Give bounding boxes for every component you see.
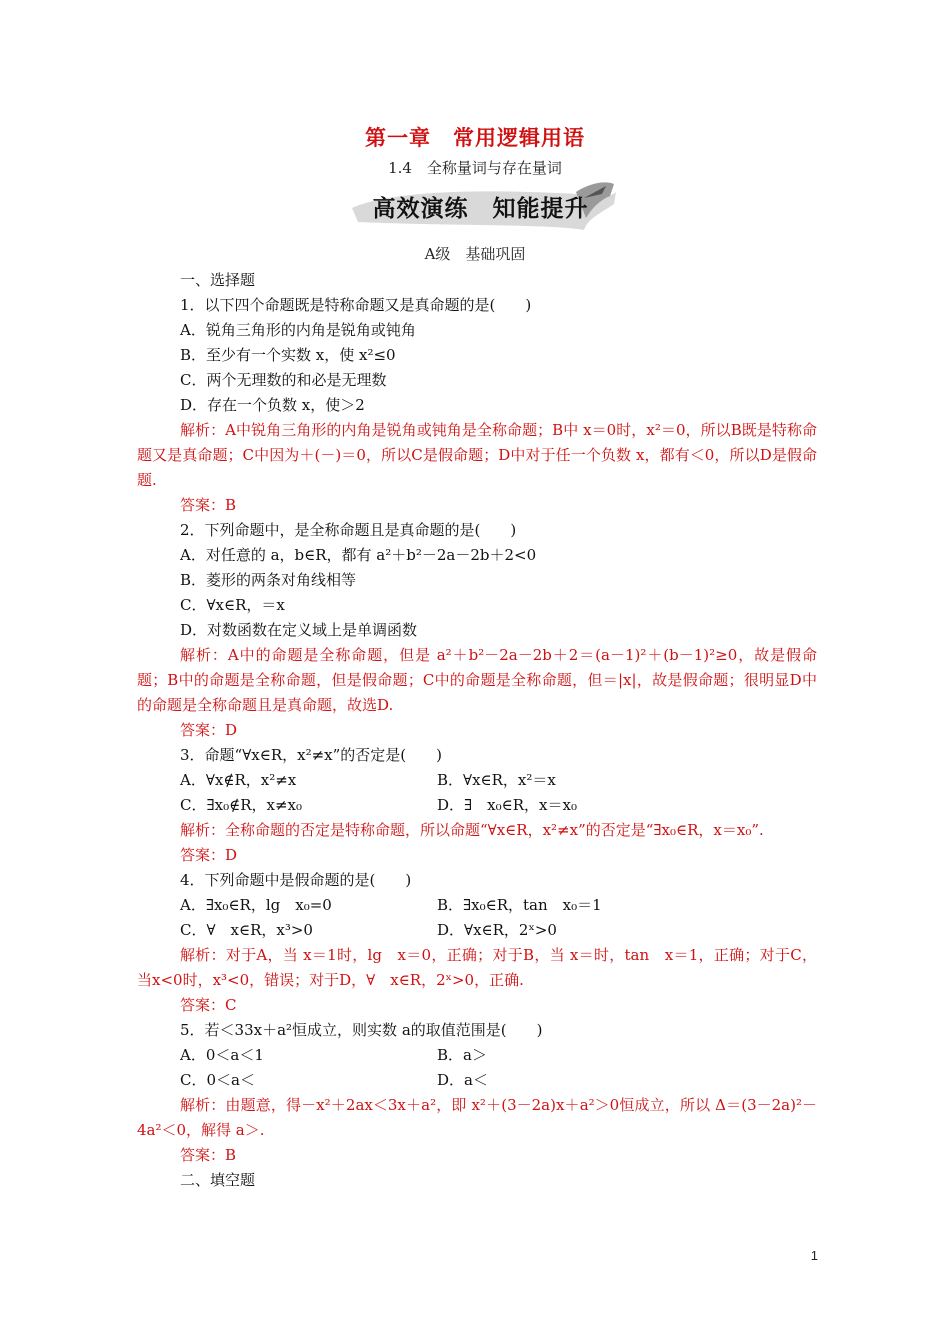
section-heading: 二、填空题 bbox=[180, 1171, 256, 1189]
option-row bbox=[137, 918, 817, 943]
option-d: D．∃ x₀∈R，x＝x₀ bbox=[437, 796, 577, 814]
option-d: D．a＜ bbox=[437, 1071, 488, 1089]
question-stem: 3．命题“∀x∈R，x²≠x”的否定是( ) bbox=[180, 746, 442, 764]
option-b: B．∀x∈R，x²＝x bbox=[437, 771, 556, 789]
option-d: D．对数函数在定义域上是单调函数 bbox=[180, 621, 418, 639]
option-row bbox=[137, 793, 817, 818]
explanation: 解析：全称命题的否定是特称命题，所以命题“∀x∈R，x²≠x”的否定是“∃x₀∈R，x＝x₀”. bbox=[180, 821, 764, 839]
option-c: C．∀x∈R，＝x bbox=[180, 596, 285, 614]
page-number: 1 bbox=[810, 1248, 818, 1263]
option-a: A．∃x₀∈R，lg x₀=0 bbox=[180, 896, 332, 914]
section-title: 1.4 全称量词与存在量词 bbox=[388, 159, 562, 177]
option-c: C．0＜a＜ bbox=[180, 1071, 255, 1089]
option-b: B．至少有一个实数 x，使 x²≤0 bbox=[180, 346, 396, 364]
answer: 答案：B bbox=[180, 1146, 237, 1164]
explanation: 解析：由题意，得－x²＋2ax＜3x＋a²，即 x²＋(3－2a)x＋a²＞0恒成立，所以 Δ＝(3－2a)²－4a²＜0，解得 a＞. bbox=[137, 1096, 817, 1139]
option-a: A．∀x∉R，x²≠x bbox=[180, 771, 297, 789]
option-row bbox=[137, 1043, 817, 1068]
explanation: 解析：对于A，当 x＝1时，lg x＝0，正确；对于B，当 x＝时，tan x＝1，正确；对于C，当x<0时，x³<0，错误；对于D，∀ x∈R，2ˣ>0，正确. bbox=[137, 946, 817, 989]
question-stem: 4．下列命题中是假命题的是( ) bbox=[180, 871, 412, 889]
content bbox=[137, 268, 817, 1193]
option-d: D．∀x∈R，2ˣ>0 bbox=[437, 921, 557, 939]
option-b: B．a＞ bbox=[437, 1046, 487, 1064]
option-row bbox=[137, 768, 817, 793]
banner-title: 高效演练 知能提升 bbox=[372, 196, 589, 222]
option-d: D．存在一个负数 x，使＞2 bbox=[180, 396, 365, 414]
question-stem: 2．下列命题中，是全称命题且是真命题的是( ) bbox=[180, 521, 517, 539]
answer: 答案：D bbox=[180, 846, 238, 864]
level-heading: A级 基础巩固 bbox=[424, 245, 526, 263]
option-row bbox=[137, 1068, 817, 1093]
explanation: 解析：A中锐角三角形的内角是锐角或钝角是全称命题；B中 x＝0时，x²＝0，所以B既是特称命题又是真命题；C中因为＋(－)＝0，所以C是假命题；D中对于任一个负数 x，都有＜0，所以D是假命题. bbox=[137, 421, 817, 489]
option-c: C．∀ x∈R，x³>0 bbox=[180, 921, 313, 939]
banner bbox=[348, 178, 620, 236]
chapter-title: 第一章 常用逻辑用语 bbox=[365, 126, 585, 150]
option-a: A．0＜a＜1 bbox=[180, 1046, 264, 1064]
option-b: B．∃x₀∈R，tan x₀＝1 bbox=[437, 896, 602, 914]
option-b: B．菱形的两条对角线相等 bbox=[180, 571, 357, 589]
section-heading: 一、选择题 bbox=[180, 271, 256, 289]
question-stem: 1．以下四个命题既是特称命题又是真命题的是( ) bbox=[180, 296, 532, 314]
question-stem: 5．若＜33x＋a²恒成立，则实数 a的取值范围是( ) bbox=[180, 1021, 543, 1039]
option-row bbox=[137, 893, 817, 918]
option-a: A．锐角三角形的内角是锐角或钝角 bbox=[180, 321, 416, 339]
option-c: C．两个无理数的和必是无理数 bbox=[180, 371, 387, 389]
explanation: 解析：A中的命题是全称命题，但是 a²＋b²－2a－2b＋2＝(a－1)²＋(b－1)²≥0，故是假命题；B中的命题是全称命题，但是假命题；C中的命题是全称命题，但＝|x|，故是假命题；很明显D中的命题是全称命题且是真命题，故选D. bbox=[137, 646, 817, 714]
answer: 答案：C bbox=[180, 996, 237, 1014]
option-a: A．对任意的 a，b∈R，都有 a²＋b²－2a－2b＋2<0 bbox=[180, 546, 537, 564]
answer: 答案：D bbox=[180, 721, 238, 739]
option-c: C．∃x₀∉R，x≠x₀ bbox=[180, 796, 302, 814]
answer: 答案：B bbox=[180, 496, 237, 514]
